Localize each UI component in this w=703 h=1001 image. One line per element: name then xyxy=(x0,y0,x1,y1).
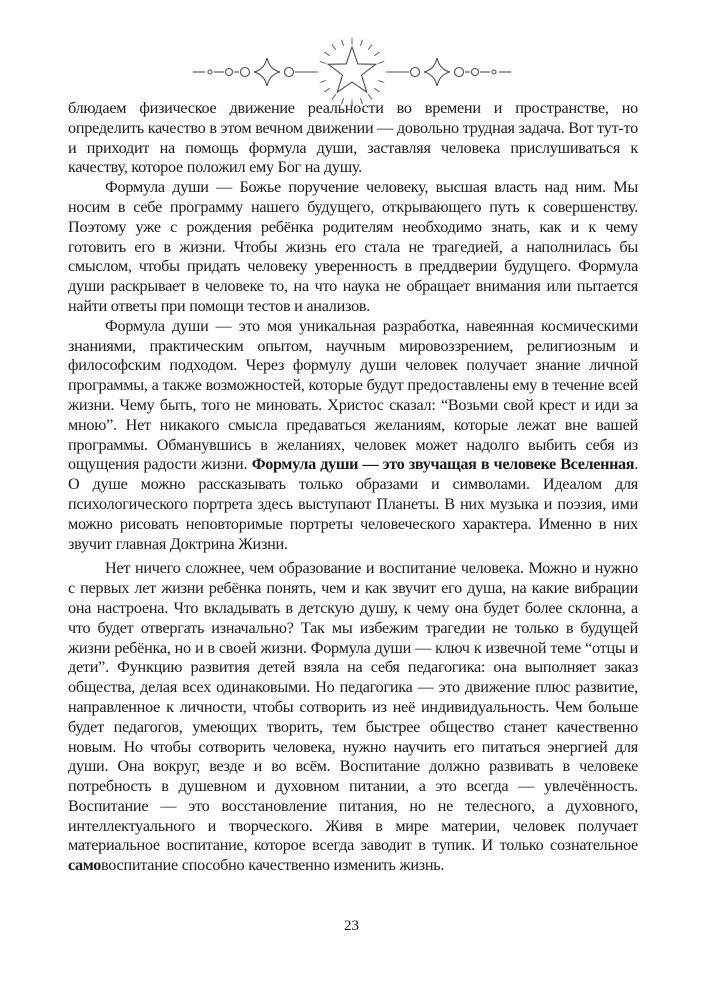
bold-text-run: само xyxy=(68,856,101,875)
text-run: Формула души — Божье поручение человеку, высшая власть над ним. Мы носим в себе программу нашего будущего, открывающего путь к совершенству. Поэтому уже с рождения ребёнка родителям необходимо знать, как и к чему готовить его в жизни. Чтобы жизнь его стала не трагедией, а наполнилась бы смыслом, чтобы придать человеку уверенность в преддверии будущего. Формула души раскрывает в человеке то, на что наука не обращает внимания или пытается найти ответы при помощи тестов и анализов. xyxy=(68,178,638,315)
circle-icon xyxy=(454,68,463,77)
four-point-sparkle-icon xyxy=(424,58,450,86)
circle-icon xyxy=(284,68,293,77)
bold-text-run: Формула души — это звучащая в человеке Вселенная xyxy=(251,455,635,474)
circle-icon xyxy=(240,68,249,77)
circle-icon xyxy=(471,69,478,76)
text-run: блюдаем физическое движение реальности во времени и пространстве, но определить качество в этом вечном движении — довольно трудная задача. Вот тут-то и приходит на помощь формула души, заставляя человека прислушиваться к качеству, которое положил ему Бог на душу. xyxy=(68,99,638,177)
paragraph xyxy=(68,559,638,876)
ornament-divider-graphic xyxy=(192,36,512,108)
text-run: Нет ничего сложнее, чем образование и воспитание человека. Можно и нужно с первых лет жизни ребёнка понять, чем и как звучит его душа, на какие вибрации она настроена. Что вкладывать в детскую душу, к чему она будет более склонна, а что будет отвергать изначально? Так мы избежим трагедии не только в будущей жизни ребёнка, но и в своей жизни. Формула души — ключ к извечной теме “отцы и дети”. Функцию развития детей взяла на себя педагогика: она выполняет заказ общества, делая всех одинаковыми. Но педагогика — это движение плюс развитие, направленное к личности, чтобы сотворить из неё индивидуальность. Чем больше будет педагогов, умеющих творить, тем быстрее общество станет качественно новым. Но чтобы сотворить человека, нужно научить его питаться энергией для души. Она вокруг, везде и во всём. Воспитание должно развивать в человеке потребность в душевном и духовном питании, а это всегда — увлечённость. Воспитание — это восстановление питания, но не телесного, а духовного, интеллектуального и творческого. Живя в мире материи, человек получает материальное воспитание, которое всегда заводит в тупик. И только сознательное xyxy=(68,559,638,855)
dot-icon xyxy=(492,70,496,74)
five-point-star-burst-icon xyxy=(319,38,384,106)
ornament-divider xyxy=(0,36,703,108)
text-run: . О душе можно рассказывать только образами и символами. Идеалом для психологического портрета здесь выступают Планеты. В них музыка и поэзия, ими можно рисовать неповторимые портреты человеческого характера. Именно в них звучит главная Доктрина Жизни. xyxy=(68,455,638,553)
text-run: воспитание способно качественно изменить жизнь. xyxy=(100,856,445,875)
text-block xyxy=(68,99,638,876)
dot-chain-left xyxy=(193,68,250,77)
dot-icon xyxy=(208,70,212,74)
circle-icon xyxy=(225,69,232,76)
paragraph xyxy=(68,99,638,178)
four-point-sparkle-icon xyxy=(254,58,280,86)
paragraph xyxy=(68,178,638,317)
circle-icon xyxy=(410,68,419,77)
page-number: 23 xyxy=(344,918,359,934)
dot-chain-right xyxy=(454,68,511,77)
text-run: Формула души — это моя уникальная разработка, навеянная космическими знаниями, практическим опытом, научным мировоззрением, религиозным и философским подходом. Через формулу души человек получает знание личной программы, а также возможностей, которые будут предоставлены ему в течение всей жизни. Чему быть, того не миновать. Христос сказал: “Возьми свой крест и иди за мною”. Нет никакого смысла предаваться желаниям, которые лежат вне вашей программы. Обманувшись в желаниях, человек может надолго выбить себя из ощущения радости жизни. xyxy=(68,316,638,474)
paragraph xyxy=(68,317,638,555)
